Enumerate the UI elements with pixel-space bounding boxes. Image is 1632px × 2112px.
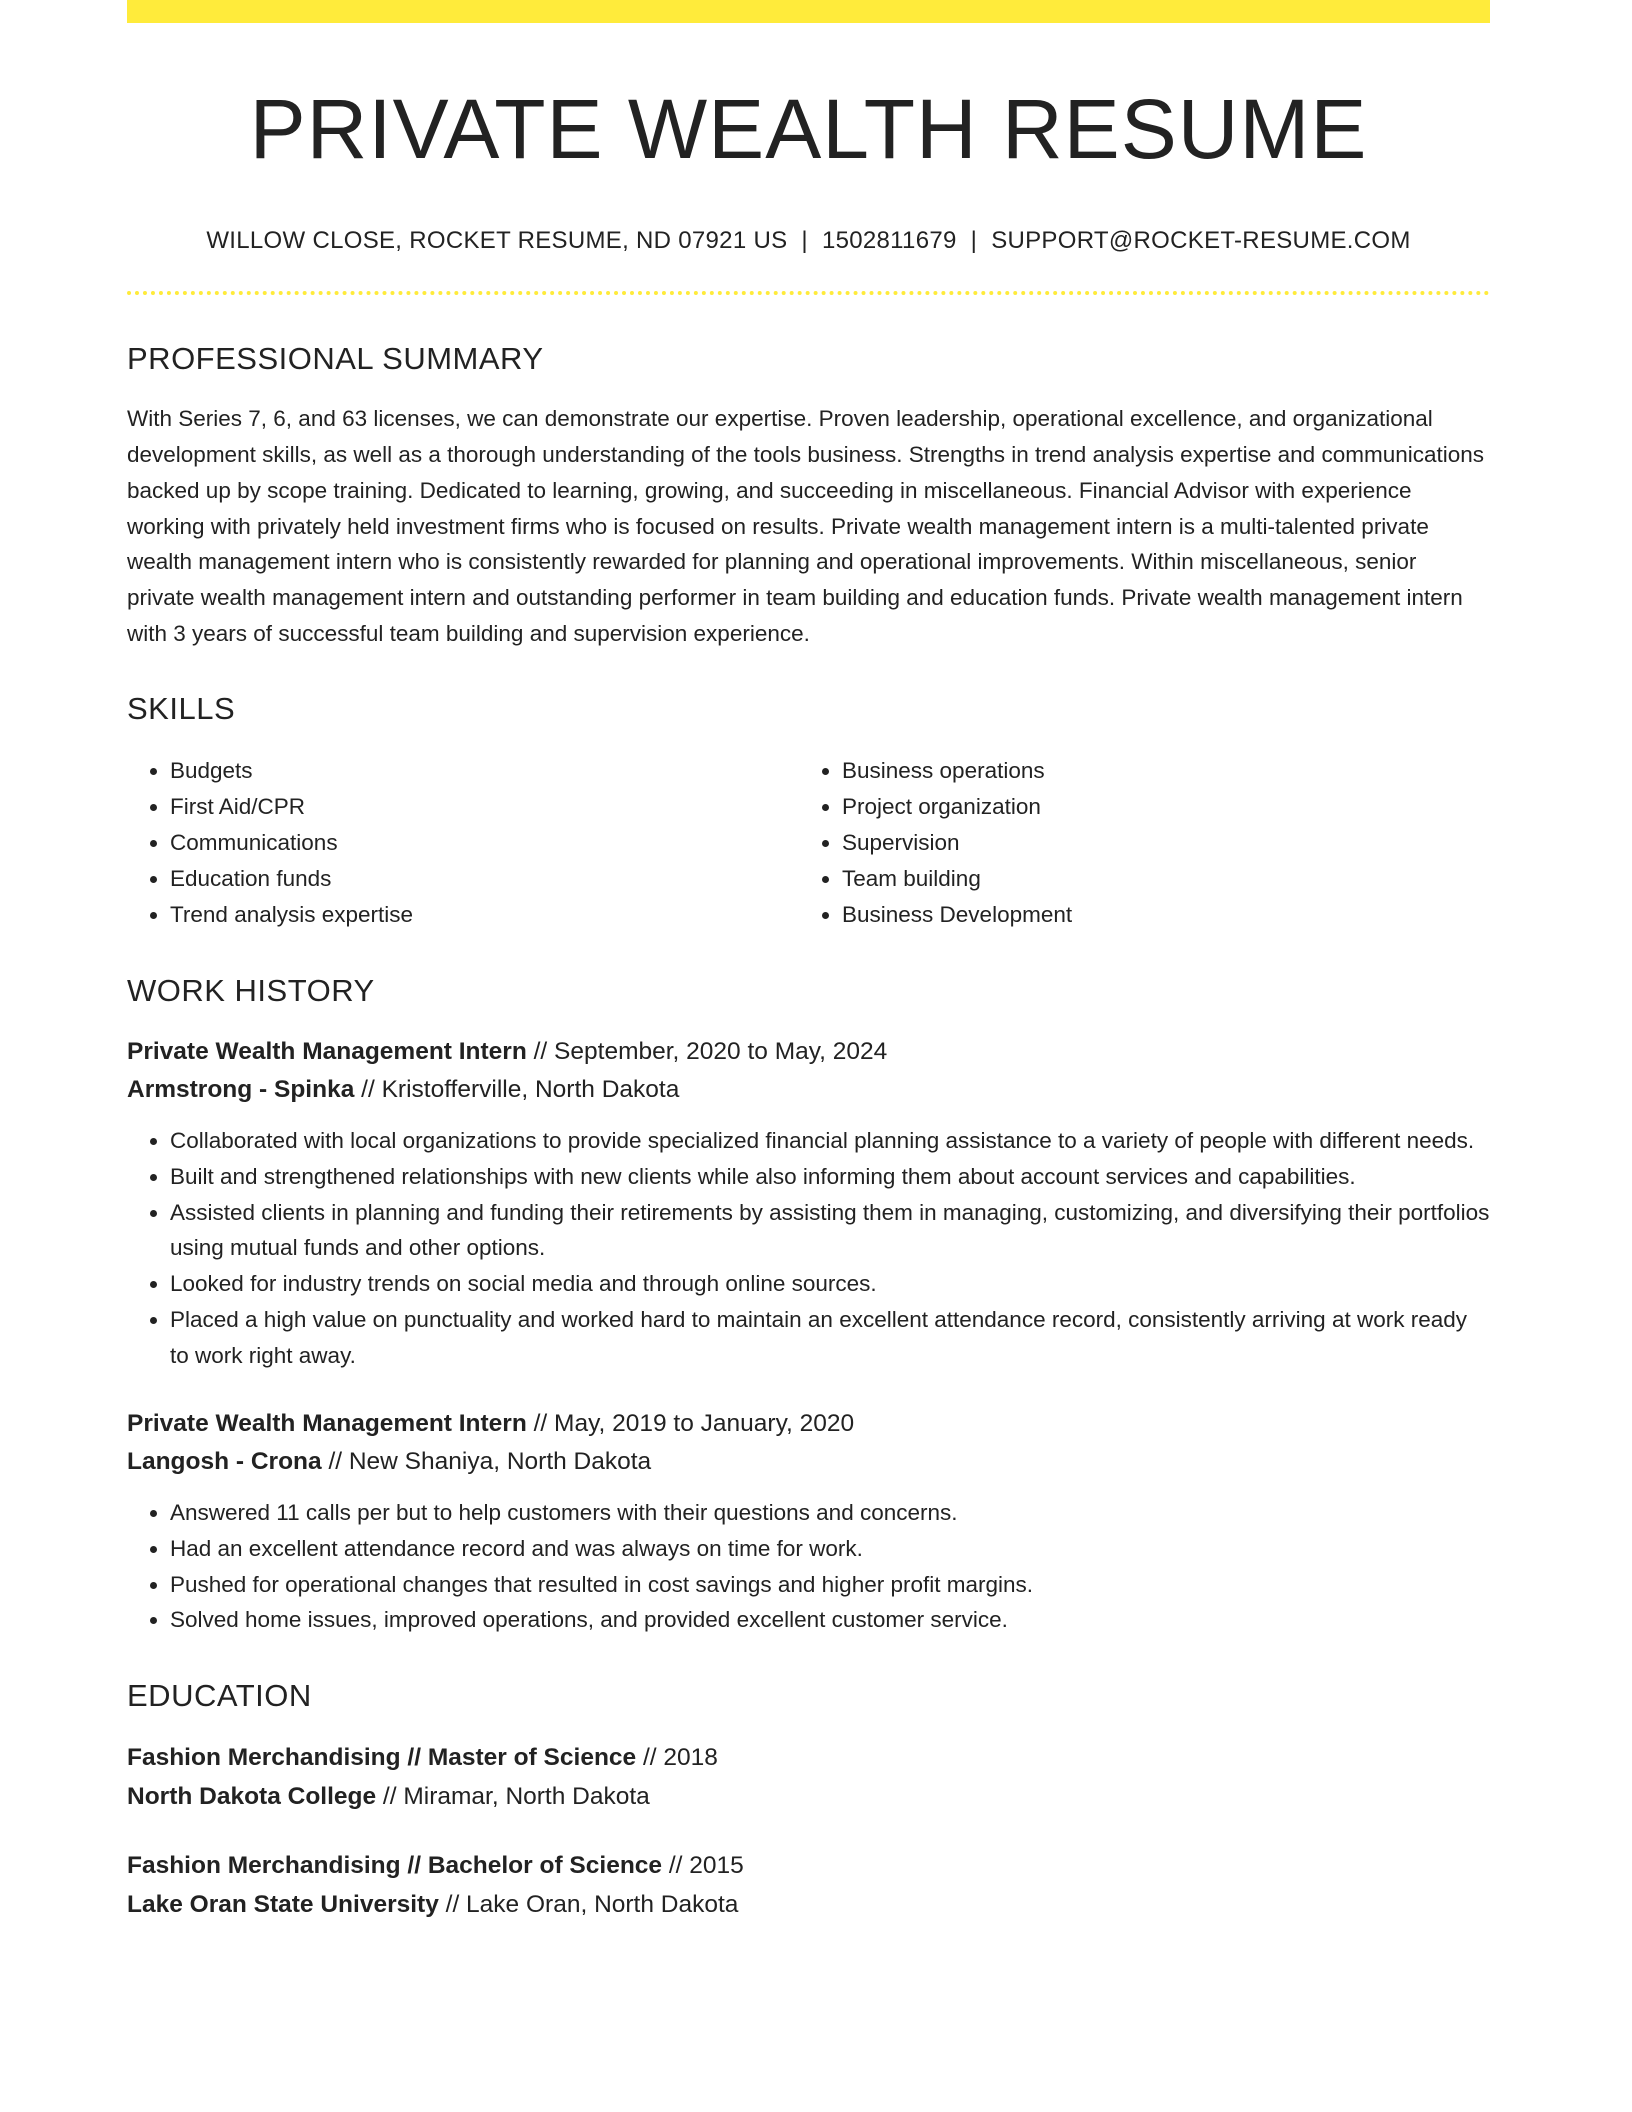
skills-column-right [799, 753, 1471, 933]
job-dates: // May, 2019 to January, 2020 [526, 1410, 855, 1438]
job-bullet: • Assisted clients in planning and funding their retirements by assisting them in managing, customizing, and diversifying their portfolios using mutual funds and other options. [170, 1195, 1490, 1266]
skills-grid [127, 753, 1490, 933]
job-bullet: • Answered 11 calls per but to help customers with their questions and concerns. [170, 1495, 1490, 1531]
job-bullets [127, 1123, 1490, 1373]
education-section [127, 1678, 1490, 1924]
skill-item: • Trend analysis expertise [170, 897, 799, 933]
education-entry [127, 1846, 1490, 1924]
job-company: Langosh - Crona [127, 1448, 322, 1476]
skill-item: • Business operations [842, 753, 1471, 789]
skill-item: • Supervision [842, 825, 1471, 861]
work-history-section [127, 973, 1490, 1638]
job-entry [127, 1033, 1490, 1373]
skill-item: • Team building [842, 861, 1471, 897]
section-title-summary: PROFESSIONAL SUMMARY [127, 341, 544, 377]
job-bullet: • Placed a high value on punctuality and worked hard to maintain an excellent attendance record, consistently arriving at work ready to work right away. [170, 1302, 1490, 1373]
contact-email: SUPPORT@ROCKET-RESUME.COM [991, 227, 1411, 255]
job-dates: // September, 2020 to May, 2024 [526, 1038, 888, 1066]
skill-item: • Business Development [842, 897, 1471, 933]
contact-separator: | [801, 227, 808, 255]
job-company-line [127, 1443, 1490, 1481]
job-bullet: • Looked for industry trends on social media and through online sources. [170, 1266, 1490, 1302]
summary-paragraph: With Series 7, 6, and 63 licenses, we can demonstrate our expertise. Proven leadership, operational excellence, and organizational development skills, as well as a thorough understanding of the tools business. Strengths in trend analysis expertise and communications backed up by scope training. Dedicated to learning, growing, and succeeding in miscellaneous. Financial Advisor with experience working with privately held investment firms who is focused on results. Private wealth management intern is a multi-talented private wealth management intern who is consistently rewarded for planning and operational improvements. Within miscellaneous, senior private wealth management intern and outstanding performer in team building and education funds. Private wealth management intern with 3 years of successful team building and supervision experience. [127, 406, 1485, 646]
education-degree: Fashion Merchandising // Master of Science [127, 1744, 637, 1772]
job-role: Private Wealth Management Intern [127, 1410, 527, 1438]
job-company: Armstrong - Spinka [127, 1076, 355, 1104]
education-location: // Miramar, North Dakota [376, 1783, 650, 1811]
education-year: // 2015 [662, 1852, 744, 1880]
skill-item: • Budgets [170, 753, 799, 789]
education-degree-line [127, 1738, 1490, 1777]
education-entry [127, 1738, 1490, 1816]
job-bullets [127, 1495, 1490, 1638]
contact-address: WILLOW CLOSE, ROCKET RESUME, ND 07921 US [206, 227, 788, 255]
skills-column-left [127, 753, 799, 933]
contact-line [127, 227, 1490, 255]
resume-title: PRIVATE WEALTH RESUME [249, 82, 1368, 176]
section-title-education: EDUCATION [127, 1678, 312, 1714]
job-location: // New Shaniya, North Dakota [321, 1448, 652, 1476]
education-degree-line [127, 1846, 1490, 1885]
education-school-line [127, 1885, 1490, 1924]
job-bullet: • Pushed for operational changes that resulted in cost savings and higher profit margins. [170, 1567, 1490, 1603]
skill-item: • First Aid/CPR [170, 789, 799, 825]
summary-section [127, 341, 1490, 651]
skill-item: • Education funds [170, 861, 799, 897]
education-school: North Dakota College [127, 1783, 377, 1811]
job-title-line [127, 1405, 1490, 1443]
job-title-line [127, 1033, 1490, 1071]
top-accent-bar [127, 0, 1490, 23]
skill-item: • Project organization [842, 789, 1471, 825]
skills-section [127, 691, 1490, 933]
job-company-line [127, 1071, 1490, 1109]
resume-page [127, 0, 1490, 1924]
job-bullet: • Solved home issues, improved operations, and provided excellent customer service. [170, 1602, 1490, 1638]
job-bullet: • Collaborated with local organizations to provide specialized financial planning assistance to a variety of people with different needs. [170, 1123, 1490, 1159]
education-location: // Lake Oran, North Dakota [438, 1891, 739, 1919]
skill-item: • Communications [170, 825, 799, 861]
job-location: // Kristofferville, North Dakota [354, 1076, 680, 1104]
contact-phone: 1502811679 [821, 227, 957, 255]
section-title-skills: SKILLS [127, 691, 236, 727]
contact-separator: | [970, 227, 978, 255]
dotted-divider [127, 291, 1490, 295]
education-year: // 2018 [636, 1744, 718, 1772]
job-role: Private Wealth Management Intern [127, 1038, 527, 1066]
job-bullet: • Had an excellent attendance record and was always on time for work. [170, 1531, 1490, 1567]
education-school: Lake Oran State University [127, 1891, 439, 1919]
education-degree: Fashion Merchandising // Bachelor of Science [127, 1852, 663, 1880]
job-bullet: • Built and strengthened relationships with new clients while also informing them about account services and capabilities. [170, 1159, 1490, 1195]
education-school-line [127, 1777, 1490, 1816]
section-title-work: WORK HISTORY [127, 973, 375, 1009]
job-entry [127, 1405, 1490, 1638]
